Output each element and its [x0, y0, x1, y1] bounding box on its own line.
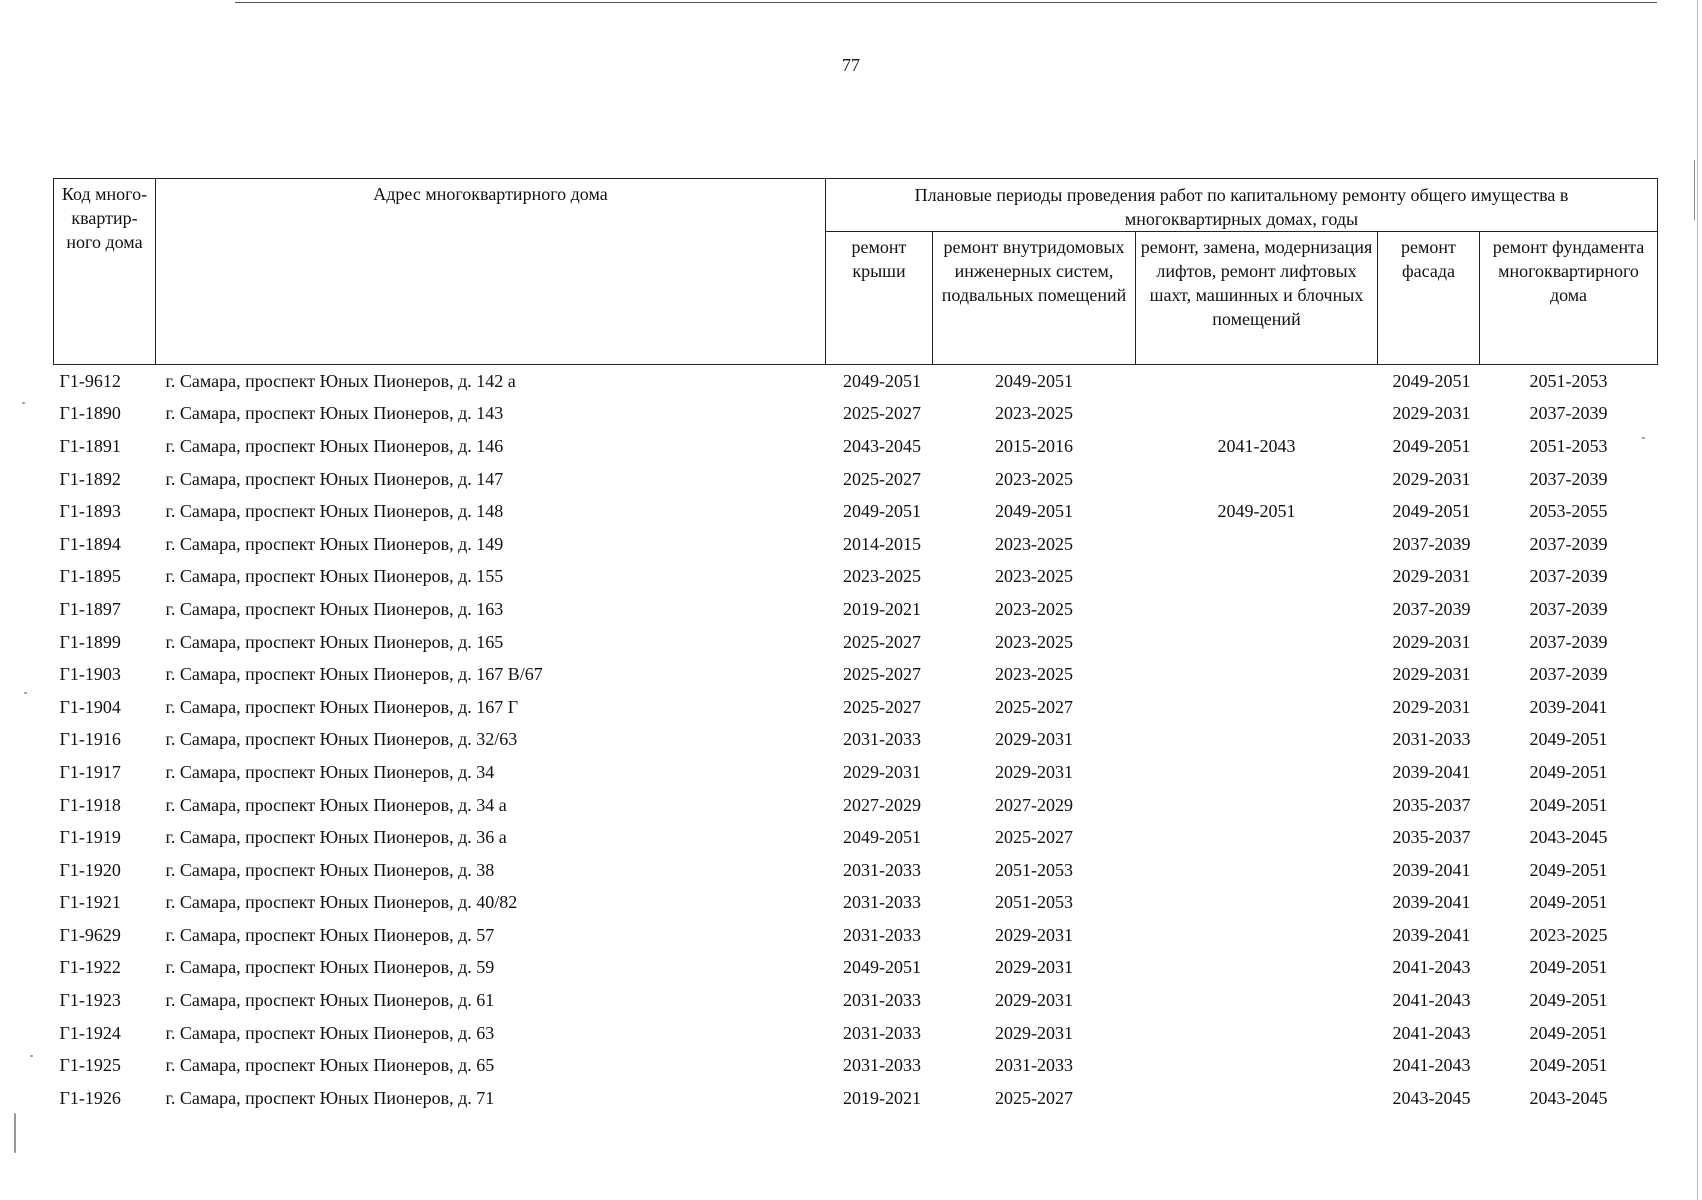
- table-row: [54, 789, 1658, 822]
- table-row: [54, 1017, 1658, 1050]
- cell-code: Г1-1918: [59, 794, 121, 815]
- cell-elevators: [1136, 658, 1378, 691]
- table-row: [54, 919, 1658, 952]
- cell-code: Г1-1904: [59, 696, 121, 717]
- cell-address: г. Самара, проспект Юных Пионеров, д. 38: [165, 859, 495, 880]
- cell-code: Г1-1926: [59, 1087, 121, 1108]
- table-row: [54, 724, 1658, 757]
- capital-repair-table: [53, 178, 1658, 1115]
- cell-facade: 2039-2041: [1392, 761, 1471, 782]
- cell-code: Г1-1922: [59, 957, 121, 978]
- cell-foundation: 2037-2039: [1529, 533, 1608, 554]
- cell-elevators: [1136, 1017, 1378, 1050]
- header-row-1: [54, 179, 1658, 232]
- cell-roof: 2025-2027: [843, 631, 921, 652]
- cell-elevators: [1136, 724, 1378, 757]
- page-number: 77: [842, 55, 860, 75]
- cell-engineering: 2025-2027: [995, 827, 1073, 848]
- cell-engineering: 2023-2025: [995, 403, 1073, 424]
- cell-elevators: [1136, 365, 1378, 398]
- cell-elevators: [1136, 691, 1378, 724]
- cell-foundation: 2049-2051: [1529, 990, 1608, 1011]
- cell-elevators: [1136, 952, 1378, 985]
- cell-roof: 2029-2031: [843, 761, 921, 782]
- cell-engineering: 2015-2016: [995, 435, 1073, 456]
- cell-engineering: 2025-2027: [995, 1087, 1073, 1108]
- cell-engineering: 2023-2025: [995, 468, 1073, 489]
- cell-facade: 2041-2043: [1392, 1022, 1471, 1043]
- cell-foundation: 2039-2041: [1529, 696, 1608, 717]
- cell-code: Г1-1897: [59, 598, 121, 619]
- cell-foundation: 2049-2051: [1529, 957, 1608, 978]
- cell-elevators: 2049-2051: [1217, 501, 1296, 522]
- cell-engineering: 2051-2053: [995, 892, 1073, 913]
- cell-facade: 2039-2041: [1392, 924, 1471, 945]
- cell-foundation: 2049-2051: [1529, 859, 1608, 880]
- cell-elevators: [1136, 1049, 1378, 1082]
- cell-foundation: 2049-2051: [1529, 892, 1608, 913]
- cell-engineering: 2029-2031: [995, 957, 1073, 978]
- table-row: [54, 495, 1658, 528]
- cell-code: Г1-1919: [59, 827, 121, 848]
- cell-roof: 2031-2033: [843, 1022, 921, 1043]
- cell-roof: 2027-2029: [843, 794, 921, 815]
- table-row: [54, 463, 1658, 496]
- scan-speck: [1642, 437, 1645, 439]
- cell-engineering: 2031-2033: [995, 1055, 1073, 1076]
- cell-address: г. Самара, проспект Юных Пионеров, д. 61: [165, 990, 495, 1011]
- cell-foundation: 2043-2045: [1529, 1087, 1608, 1108]
- cell-facade: 2029-2031: [1392, 696, 1471, 717]
- cell-roof: 2025-2027: [843, 696, 921, 717]
- cell-foundation: 2051-2053: [1529, 435, 1608, 456]
- table-row: [54, 821, 1658, 854]
- table-row: [54, 398, 1658, 431]
- cell-roof: 2025-2027: [843, 468, 921, 489]
- table-row: [54, 1049, 1658, 1082]
- cell-address: г. Самара, проспект Юных Пионеров, д. 143: [165, 403, 504, 424]
- cell-address: г. Самара, проспект Юных Пионеров, д. 34: [165, 761, 495, 782]
- cell-engineering: 2023-2025: [995, 664, 1073, 685]
- cell-address: г. Самара, проспект Юных Пионеров, д. 155: [165, 566, 504, 587]
- scan-speck: [24, 692, 27, 694]
- cell-address: г. Самара, проспект Юных Пионеров, д. 163: [165, 598, 504, 619]
- cell-code: Г1-1895: [59, 566, 121, 587]
- cell-code: Г1-1917: [59, 761, 121, 782]
- cell-elevators: [1136, 593, 1378, 626]
- cell-address: г. Самара, проспект Юных Пионеров, д. 34 а: [165, 794, 507, 815]
- cell-elevators: [1136, 1082, 1378, 1115]
- cell-address: г. Самара, проспект Юных Пионеров, д. 40/82: [165, 892, 518, 913]
- cell-foundation: 2023-2025: [1529, 924, 1608, 945]
- cell-elevators: [1136, 854, 1378, 887]
- cell-code: Г1-9612: [59, 370, 121, 391]
- scan-top-rule: [235, 2, 1657, 3]
- cell-foundation: 2049-2051: [1529, 761, 1608, 782]
- cell-engineering: 2029-2031: [995, 729, 1073, 750]
- cell-engineering: 2051-2053: [995, 859, 1073, 880]
- cell-code: Г1-9629: [59, 924, 121, 945]
- table-row: [54, 365, 1658, 398]
- cell-elevators: 2041-2043: [1217, 435, 1296, 456]
- cell-code: Г1-1894: [59, 533, 121, 554]
- cell-roof: 2025-2027: [843, 664, 921, 685]
- scan-speck: [14, 1113, 16, 1153]
- cell-facade: 2049-2051: [1392, 501, 1471, 522]
- cell-address: г. Самара, проспект Юных Пионеров, д. 65: [165, 1055, 495, 1076]
- scan-speck: [30, 1055, 33, 1057]
- cell-address: г. Самара, проспект Юных Пионеров, д. 71: [165, 1087, 495, 1108]
- cell-address: г. Самара, проспект Юных Пионеров, д. 146: [165, 435, 504, 456]
- cell-elevators: [1136, 887, 1378, 920]
- table-row: [54, 691, 1658, 724]
- cell-elevators: [1136, 984, 1378, 1017]
- cell-roof: 2023-2025: [843, 566, 921, 587]
- cell-code: Г1-1924: [59, 1022, 121, 1043]
- cell-facade: 2041-2043: [1392, 957, 1471, 978]
- header-elevators: ремонт, замена, модернизация лифтов, ремонт лифтовых шахт, машинных и блочных помещений: [1136, 232, 1378, 365]
- cell-engineering: 2049-2051: [995, 370, 1073, 391]
- cell-elevators: [1136, 398, 1378, 431]
- cell-elevators: [1136, 756, 1378, 789]
- cell-roof: 2031-2033: [843, 1055, 921, 1076]
- header-engineering: ремонт внутридомовых инженерных систем, подвальных помещений: [933, 232, 1136, 365]
- cell-roof: 2049-2051: [843, 827, 921, 848]
- cell-elevators: [1136, 561, 1378, 594]
- cell-foundation: 2037-2039: [1529, 631, 1608, 652]
- cell-engineering: 2029-2031: [995, 761, 1073, 782]
- cell-foundation: 2049-2051: [1529, 794, 1608, 815]
- cell-address: г. Самара, проспект Юных Пионеров, д. 165: [165, 631, 504, 652]
- scan-speck: [22, 402, 25, 404]
- table-row: [54, 430, 1658, 463]
- cell-foundation: 2037-2039: [1529, 403, 1608, 424]
- cell-address: г. Самара, проспект Юных Пионеров, д. 148: [165, 501, 504, 522]
- cell-elevators: [1136, 463, 1378, 496]
- cell-facade: 2035-2037: [1392, 794, 1471, 815]
- table-row: [54, 1082, 1658, 1115]
- cell-engineering: 2029-2031: [995, 924, 1073, 945]
- cell-code: Г1-1890: [59, 403, 121, 424]
- table-row: [54, 854, 1658, 887]
- cell-facade: 2039-2041: [1392, 892, 1471, 913]
- cell-address: г. Самара, проспект Юных Пионеров, д. 142 а: [165, 370, 516, 391]
- cell-address: г. Самара, проспект Юных Пионеров, д. 167 В/67: [165, 664, 543, 685]
- cell-engineering: 2023-2025: [995, 598, 1073, 619]
- cell-address: г. Самара, проспект Юных Пионеров, д. 59: [165, 957, 495, 978]
- cell-code: Г1-1925: [59, 1055, 121, 1076]
- cell-code: Г1-1903: [59, 664, 121, 685]
- cell-foundation: 2037-2039: [1529, 566, 1608, 587]
- cell-facade: 2041-2043: [1392, 990, 1471, 1011]
- cell-roof: 2043-2045: [843, 435, 921, 456]
- header-foundation: ремонт фундамента многоквартирного дома: [1480, 232, 1658, 365]
- header-periods-group: Плановые периоды проведения работ по капитальному ремонту общего имущества в многоквартирных домах, годы: [826, 179, 1658, 232]
- cell-facade: 2037-2039: [1392, 598, 1471, 619]
- scan-edge-line: [1697, 0, 1698, 1200]
- cell-code: Г1-1920: [59, 859, 121, 880]
- cell-code: Г1-1916: [59, 729, 121, 750]
- cell-facade: 2037-2039: [1392, 533, 1471, 554]
- header-code: Код много-квартир-ного дома: [54, 179, 156, 365]
- cell-foundation: 2037-2039: [1529, 598, 1608, 619]
- cell-roof: 2031-2033: [843, 892, 921, 913]
- cell-roof: 2049-2051: [843, 370, 921, 391]
- cell-code: Г1-1921: [59, 892, 121, 913]
- cell-roof: 2025-2027: [843, 403, 921, 424]
- cell-code: Г1-1893: [59, 501, 121, 522]
- cell-facade: 2043-2045: [1392, 1087, 1471, 1108]
- cell-engineering: 2049-2051: [995, 501, 1073, 522]
- cell-elevators: [1136, 528, 1378, 561]
- cell-engineering: 2023-2025: [995, 533, 1073, 554]
- cell-facade: 2029-2031: [1392, 403, 1471, 424]
- cell-elevators: [1136, 821, 1378, 854]
- cell-address: г. Самара, проспект Юных Пионеров, д. 36 а: [165, 827, 507, 848]
- cell-code: Г1-1892: [59, 468, 121, 489]
- cell-address: г. Самара, проспект Юных Пионеров, д. 167 Г: [165, 696, 519, 717]
- cell-facade: 2049-2051: [1392, 435, 1471, 456]
- cell-elevators: [1136, 919, 1378, 952]
- cell-address: г. Самара, проспект Юных Пионеров, д. 63: [165, 1022, 495, 1043]
- cell-roof: 2019-2021: [843, 1087, 921, 1108]
- table-row: [54, 528, 1658, 561]
- cell-engineering: 2029-2031: [995, 990, 1073, 1011]
- cell-engineering: 2027-2029: [995, 794, 1073, 815]
- table-row: [54, 561, 1658, 594]
- scan-edge-mark: [1694, 160, 1695, 220]
- cell-address: г. Самара, проспект Юных Пионеров, д. 32/63: [165, 729, 518, 750]
- cell-facade: 2049-2051: [1392, 370, 1471, 391]
- cell-code: Г1-1899: [59, 631, 121, 652]
- cell-facade: 2031-2033: [1392, 729, 1471, 750]
- table-row: [54, 626, 1658, 659]
- cell-foundation: 2037-2039: [1529, 468, 1608, 489]
- cell-foundation: 2049-2051: [1529, 1022, 1608, 1043]
- header-facade: ремонт фасада: [1378, 232, 1480, 365]
- cell-facade: 2041-2043: [1392, 1055, 1471, 1076]
- table-row: [54, 756, 1658, 789]
- cell-address: г. Самара, проспект Юных Пионеров, д. 147: [165, 468, 504, 489]
- cell-roof: 2049-2051: [843, 501, 921, 522]
- cell-roof: 2031-2033: [843, 859, 921, 880]
- cell-engineering: 2023-2025: [995, 566, 1073, 587]
- cell-elevators: [1136, 626, 1378, 659]
- cell-facade: 2029-2031: [1392, 566, 1471, 587]
- cell-roof: 2031-2033: [843, 990, 921, 1011]
- cell-roof: 2014-2015: [843, 533, 921, 554]
- table-row: [54, 984, 1658, 1017]
- cell-engineering: 2029-2031: [995, 1022, 1073, 1043]
- cell-code: Г1-1923: [59, 990, 121, 1011]
- cell-foundation: 2043-2045: [1529, 827, 1608, 848]
- cell-facade: 2029-2031: [1392, 664, 1471, 685]
- cell-facade: 2029-2031: [1392, 468, 1471, 489]
- cell-engineering: 2023-2025: [995, 631, 1073, 652]
- cell-address: г. Самара, проспект Юных Пионеров, д. 149: [165, 533, 504, 554]
- header-address: Адрес многоквартирного дома: [156, 179, 826, 365]
- cell-elevators: [1136, 789, 1378, 822]
- cell-address: г. Самара, проспект Юных Пионеров, д. 57: [165, 924, 495, 945]
- cell-foundation: 2049-2051: [1529, 729, 1608, 750]
- table-body: [54, 365, 1658, 1115]
- table-row: [54, 952, 1658, 985]
- cell-foundation: 2051-2053: [1529, 370, 1608, 391]
- cell-facade: 2039-2041: [1392, 859, 1471, 880]
- table-row: [54, 593, 1658, 626]
- cell-roof: 2031-2033: [843, 924, 921, 945]
- table-row: [54, 658, 1658, 691]
- cell-foundation: 2037-2039: [1529, 664, 1608, 685]
- cell-facade: 2035-2037: [1392, 827, 1471, 848]
- cell-foundation: 2049-2051: [1529, 1055, 1608, 1076]
- cell-roof: 2019-2021: [843, 598, 921, 619]
- cell-engineering: 2025-2027: [995, 696, 1073, 717]
- cell-roof: 2031-2033: [843, 729, 921, 750]
- table-row: [54, 887, 1658, 920]
- header-roof: ремонт крыши: [826, 232, 933, 365]
- cell-facade: 2029-2031: [1392, 631, 1471, 652]
- cell-roof: 2049-2051: [843, 957, 921, 978]
- cell-foundation: 2053-2055: [1529, 501, 1608, 522]
- cell-code: Г1-1891: [59, 435, 121, 456]
